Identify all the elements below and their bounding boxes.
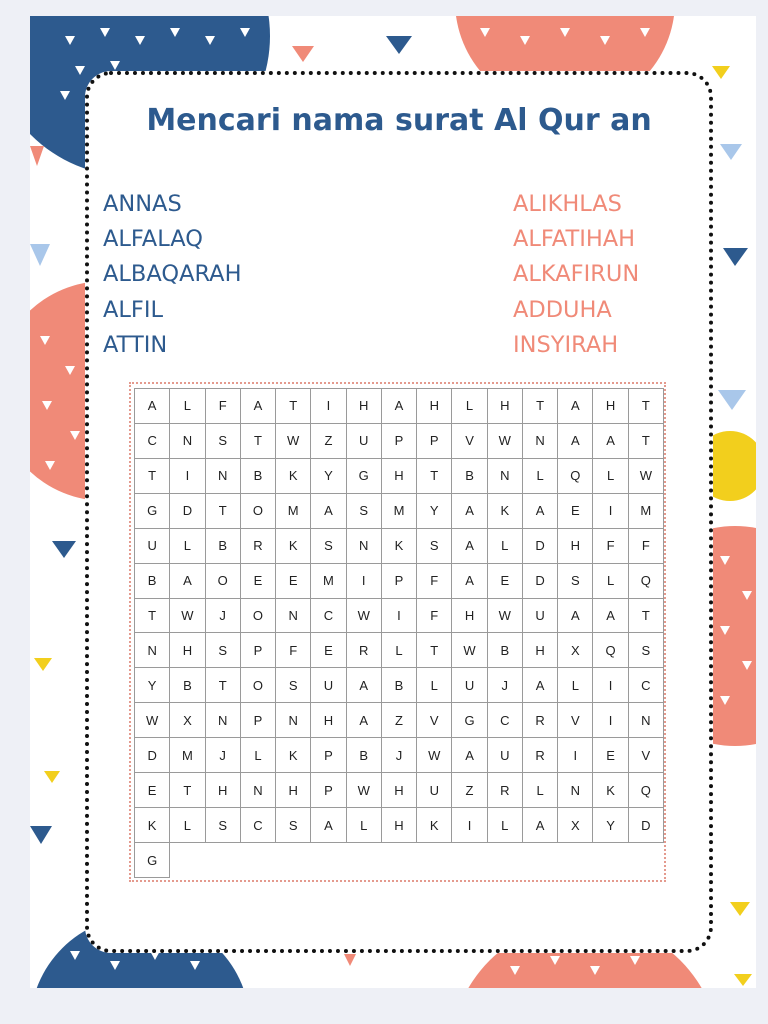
grid-letter: L [241, 738, 276, 773]
grid-letter: W [488, 599, 523, 634]
grid-letter: I [593, 668, 628, 703]
grid-letter: I [593, 703, 628, 738]
word-list-item: ALFALAQ [103, 226, 203, 253]
word-list-item: ALFIL [103, 296, 164, 323]
grid-letter: B [170, 668, 205, 703]
grid-letter: A [452, 529, 487, 564]
grid-letter: L [452, 389, 487, 424]
grid-letter: F [276, 633, 311, 668]
grid-letter: I [170, 459, 205, 494]
grid-letter: I [382, 599, 417, 634]
grid-letter: S [276, 668, 311, 703]
grid-letter: Q [558, 459, 593, 494]
grid-letter: S [206, 633, 241, 668]
grid-letter: X [170, 703, 205, 738]
grid-letter: C [488, 703, 523, 738]
grid-letter: H [347, 389, 382, 424]
grid-letter: H [382, 459, 417, 494]
grid-letter: S [206, 808, 241, 843]
grid-letter: K [488, 494, 523, 529]
grid-letter: S [347, 494, 382, 529]
grid-letter: T [629, 599, 664, 634]
grid-letter: N [206, 459, 241, 494]
yellow-triangle-marker [730, 902, 750, 916]
grid-letter: A [558, 389, 593, 424]
grid-letter: H [311, 703, 346, 738]
yellow-triangle-marker [34, 658, 52, 671]
grid-letter: P [311, 773, 346, 808]
blue-triangle-marker [30, 826, 52, 844]
grid-letter: G [347, 459, 382, 494]
grid-letter: W [452, 633, 487, 668]
grid-letter: E [593, 738, 628, 773]
grid-letter: M [311, 564, 346, 599]
grid-letter: J [206, 599, 241, 634]
grid-letter: Y [311, 459, 346, 494]
word-list-left [103, 187, 242, 363]
blue-triangle-marker [52, 541, 76, 558]
grid-letter: A [593, 599, 628, 634]
grid-letter: D [170, 494, 205, 529]
grid-letter: K [417, 808, 452, 843]
grid-letter: N [241, 773, 276, 808]
grid-letter: K [135, 808, 170, 843]
grid-letter: H [276, 773, 311, 808]
grid-letter: E [241, 564, 276, 599]
grid-letter: Z [382, 703, 417, 738]
grid-letter: I [593, 494, 628, 529]
grid-letter: C [629, 668, 664, 703]
grid-letter: A [311, 494, 346, 529]
grid-letter: L [382, 633, 417, 668]
grid-letter: T [276, 389, 311, 424]
grid-letter: T [629, 389, 664, 424]
grid-letter: T [206, 494, 241, 529]
grid-letter: Q [629, 773, 664, 808]
word-search-grid [134, 388, 664, 878]
grid-letter: N [276, 599, 311, 634]
grid-letter: C [241, 808, 276, 843]
grid-letter: E [311, 633, 346, 668]
coral-triangle-marker [344, 954, 356, 966]
grid-letter: T [135, 599, 170, 634]
grid-letter: E [558, 494, 593, 529]
grid-letter: G [452, 703, 487, 738]
coral-triangle-marker [30, 146, 44, 166]
grid-letter: X [558, 633, 593, 668]
grid-letter: U [311, 668, 346, 703]
grid-letter: O [206, 564, 241, 599]
grid-letter: W [488, 424, 523, 459]
grid-letter: F [417, 599, 452, 634]
grid-letter: Z [311, 424, 346, 459]
page-title: Mencari nama surat Al Qur an [146, 103, 652, 138]
grid-letter: C [311, 599, 346, 634]
grid-letter: A [452, 564, 487, 599]
grid-letter: T [523, 389, 558, 424]
grid-letter: S [558, 564, 593, 599]
light-blue-triangle-marker [718, 390, 746, 410]
grid-letter: L [558, 668, 593, 703]
grid-letter: W [276, 424, 311, 459]
grid-letter: B [347, 738, 382, 773]
grid-letter: A [558, 599, 593, 634]
grid-letter: K [593, 773, 628, 808]
grid-letter: J [488, 668, 523, 703]
grid-letter: Q [593, 633, 628, 668]
grid-letter: R [523, 738, 558, 773]
grid-letter: R [488, 773, 523, 808]
word-list-item: INSYIRAH [513, 331, 619, 358]
grid-letter: A [452, 738, 487, 773]
grid-letter: H [523, 633, 558, 668]
grid-letter: M [276, 494, 311, 529]
word-list-right [513, 187, 639, 363]
yellow-triangle-marker [712, 66, 730, 79]
grid-letter: A [523, 668, 558, 703]
grid-letter: A [311, 808, 346, 843]
grid-letter: G [135, 843, 170, 878]
grid-letter: H [417, 389, 452, 424]
grid-letter: J [382, 738, 417, 773]
grid-letter: L [170, 389, 205, 424]
grid-letter: N [629, 703, 664, 738]
grid-letter: L [523, 773, 558, 808]
grid-letter: O [241, 494, 276, 529]
grid-letter: T [629, 424, 664, 459]
grid-letter: J [206, 738, 241, 773]
grid-letter: H [170, 633, 205, 668]
grid-letter: U [523, 599, 558, 634]
word-search-grid-frame [129, 382, 666, 882]
grid-letter: B [206, 529, 241, 564]
yellow-triangle-marker [734, 974, 752, 986]
grid-letter: F [593, 529, 628, 564]
grid-letter: S [206, 424, 241, 459]
grid-letter: B [382, 668, 417, 703]
grid-letter: I [311, 389, 346, 424]
grid-letter: A [347, 703, 382, 738]
grid-letter: Y [417, 494, 452, 529]
word-list-item: ALFATIHAH [513, 226, 636, 253]
grid-letter: P [241, 633, 276, 668]
grid-letter: E [276, 564, 311, 599]
word-list-item: ALBAQARAH [103, 261, 242, 288]
grid-letter: L [593, 564, 628, 599]
word-list-item: ADDUHA [513, 296, 612, 323]
grid-letter: K [276, 738, 311, 773]
grid-letter: W [629, 459, 664, 494]
grid-letter: V [452, 424, 487, 459]
grid-letter: D [523, 564, 558, 599]
grid-letter: S [629, 633, 664, 668]
grid-letter: P [417, 424, 452, 459]
grid-letter: U [452, 668, 487, 703]
grid-letter: H [558, 529, 593, 564]
grid-letter: W [347, 599, 382, 634]
grid-letter: P [311, 738, 346, 773]
grid-letter: H [488, 389, 523, 424]
grid-letter: V [629, 738, 664, 773]
grid-letter: A [593, 424, 628, 459]
grid-letter: N [523, 424, 558, 459]
grid-letter: R [241, 529, 276, 564]
grid-letter: A [347, 668, 382, 703]
grid-letter: E [488, 564, 523, 599]
grid-letter: F [629, 529, 664, 564]
grid-letter: W [170, 599, 205, 634]
puzzle-card [85, 71, 713, 953]
grid-letter: N [135, 633, 170, 668]
word-list-item: ALIKHLAS [513, 191, 622, 217]
grid-letter: Q [629, 564, 664, 599]
grid-letter: N [276, 703, 311, 738]
grid-letter: A [170, 564, 205, 599]
grid-letter: U [135, 529, 170, 564]
grid-letter: V [417, 703, 452, 738]
grid-letter: W [417, 738, 452, 773]
grid-letter: L [488, 529, 523, 564]
grid-letter: H [382, 773, 417, 808]
grid-letter: T [417, 633, 452, 668]
blue-triangle-marker [386, 36, 412, 54]
coral-triangle-marker [292, 46, 314, 62]
grid-letter: C [135, 424, 170, 459]
word-list-item: ATTIN [103, 331, 168, 358]
grid-letter: N [170, 424, 205, 459]
grid-letter: L [488, 808, 523, 843]
grid-letter: R [523, 703, 558, 738]
grid-letter: K [276, 459, 311, 494]
grid-letter: T [241, 424, 276, 459]
grid-letter: D [629, 808, 664, 843]
grid-letter: U [347, 424, 382, 459]
grid-letter: B [135, 564, 170, 599]
grid-letter: L [347, 808, 382, 843]
grid-letter: M [382, 494, 417, 529]
light-blue-triangle-marker [30, 244, 50, 266]
grid-letter: P [382, 424, 417, 459]
grid-letter: K [276, 529, 311, 564]
grid-letter: N [347, 529, 382, 564]
grid-letter: S [311, 529, 346, 564]
grid-letter: W [135, 703, 170, 738]
grid-letter: E [135, 773, 170, 808]
grid-letter: M [629, 494, 664, 529]
yellow-triangle-marker [44, 771, 60, 783]
grid-letter: D [523, 529, 558, 564]
grid-letter: S [276, 808, 311, 843]
grid-letter: P [382, 564, 417, 599]
grid-letter: I [347, 564, 382, 599]
grid-letter: M [170, 738, 205, 773]
grid-letter: B [488, 633, 523, 668]
grid-letter: T [170, 773, 205, 808]
grid-letter: A [241, 389, 276, 424]
blue-triangle-marker [723, 248, 748, 266]
grid-letter: B [241, 459, 276, 494]
grid-letter: N [488, 459, 523, 494]
grid-letter: L [417, 668, 452, 703]
grid-letter: F [417, 564, 452, 599]
grid-letter: V [558, 703, 593, 738]
grid-letter: Z [452, 773, 487, 808]
grid-letter: T [135, 459, 170, 494]
grid-letter: U [488, 738, 523, 773]
grid-letter: A [382, 389, 417, 424]
grid-letter: A [135, 389, 170, 424]
grid-letter: H [382, 808, 417, 843]
grid-letter: A [452, 494, 487, 529]
grid-letter: X [558, 808, 593, 843]
grid-letter: H [593, 389, 628, 424]
grid-letter: R [347, 633, 382, 668]
word-list-item: ANNAS [103, 191, 182, 217]
grid-letter: I [452, 808, 487, 843]
grid-letter: L [170, 808, 205, 843]
grid-letter: H [206, 773, 241, 808]
grid-letter: Y [135, 668, 170, 703]
grid-letter: K [382, 529, 417, 564]
grid-letter: T [417, 459, 452, 494]
grid-letter: D [135, 738, 170, 773]
grid-letter: P [241, 703, 276, 738]
grid-letter: L [593, 459, 628, 494]
grid-letter: S [417, 529, 452, 564]
grid-letter: W [347, 773, 382, 808]
grid-letter: A [523, 494, 558, 529]
grid-letter: N [206, 703, 241, 738]
grid-letter: B [452, 459, 487, 494]
grid-letter: A [523, 808, 558, 843]
grid-letter: U [417, 773, 452, 808]
grid-letter: Y [593, 808, 628, 843]
grid-letter: A [558, 424, 593, 459]
worksheet-page [30, 16, 756, 988]
grid-letter: N [558, 773, 593, 808]
grid-letter: L [170, 529, 205, 564]
grid-letter: O [241, 599, 276, 634]
grid-letter: G [135, 494, 170, 529]
light-blue-triangle-marker [720, 144, 742, 160]
word-list-item: ALKAFIRUN [513, 261, 640, 288]
grid-letter: I [558, 738, 593, 773]
grid-letter: H [452, 599, 487, 634]
grid-letter: T [206, 668, 241, 703]
grid-letter: L [523, 459, 558, 494]
grid-letter: F [206, 389, 241, 424]
grid-letter: O [241, 668, 276, 703]
